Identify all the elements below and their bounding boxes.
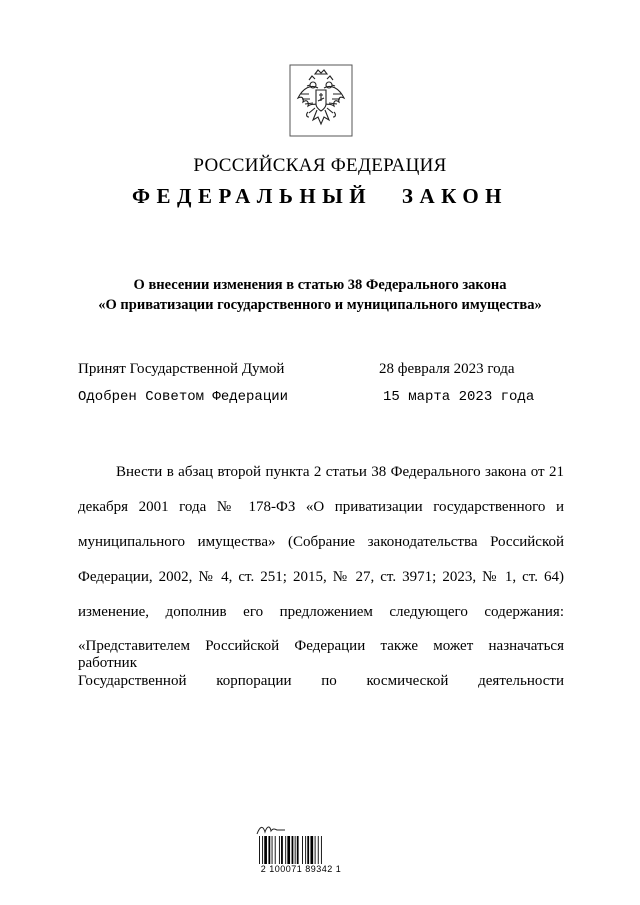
barcode-bar bbox=[264, 836, 267, 864]
barcode-bar bbox=[318, 836, 319, 864]
barcode-bar bbox=[305, 836, 306, 864]
law-title-line: О внесении изменения в статью 38 Федерального закона bbox=[133, 277, 507, 293]
barcode-bar bbox=[310, 836, 313, 864]
council-approval-date: 15 марта 2023 года bbox=[383, 389, 535, 405]
body-line: Федерации, 2002, № 4, ст. 251; 2015, № 27, ст. 3971; 2023, № 1, ст. 64) bbox=[78, 569, 564, 585]
barcode-bar bbox=[302, 836, 303, 864]
barcode-bar bbox=[268, 836, 270, 864]
barcode-bar bbox=[279, 836, 280, 864]
law-title-line: «О приватизации государственного и муниципального имущества» bbox=[98, 297, 542, 313]
barcode-bar bbox=[262, 836, 263, 864]
barcode-bar bbox=[285, 836, 286, 864]
council-approval-label: Одобрен Советом Федерации bbox=[78, 389, 289, 405]
law-title bbox=[0, 275, 640, 315]
barcode-bar bbox=[281, 836, 283, 864]
duma-adoption-date: 28 февраля 2023 года bbox=[379, 361, 515, 377]
body-line: муниципального имущества» (Собрание законодательства Российской bbox=[78, 534, 564, 550]
body-line: декабря 2001 года № 178-ФЗ «О приватизации государственного и bbox=[78, 499, 564, 515]
barcode-bar bbox=[275, 836, 276, 864]
barcode-bar bbox=[321, 836, 322, 864]
barcode-bar bbox=[295, 836, 296, 864]
russian-coat-of-arms-icon bbox=[289, 64, 353, 137]
law-type-heading: ФЕДЕРАЛЬНЫЙ ЗАКОН bbox=[132, 184, 508, 208]
barcode-number: 2 100071 89342 1 bbox=[260, 864, 342, 874]
barcode-icon bbox=[258, 836, 348, 864]
barcode-bar bbox=[307, 836, 309, 864]
country-name: РОССИЙСКАЯ ФЕДЕРАЦИЯ bbox=[193, 155, 447, 176]
body-line: Государственной корпорации по космической деятельности bbox=[78, 673, 564, 689]
body-line: изменение, дополнив его предложением следующего содержания: bbox=[78, 604, 564, 620]
barcode-bar bbox=[287, 836, 290, 864]
barcode-bar bbox=[272, 836, 273, 864]
barcode-bar bbox=[292, 836, 294, 864]
barcode-bar bbox=[297, 836, 299, 864]
body-line: Внести в абзац второй пункта 2 статьи 38 Федерального закона от 21 bbox=[116, 464, 564, 480]
duma-adoption-label: Принят Государственной Думой bbox=[78, 361, 285, 377]
body-line: «Представителем Российской Федерации также может назначаться работник bbox=[78, 638, 564, 671]
barcode-bar bbox=[315, 836, 316, 864]
initials-mark bbox=[255, 822, 287, 836]
barcode-bar bbox=[259, 836, 260, 864]
